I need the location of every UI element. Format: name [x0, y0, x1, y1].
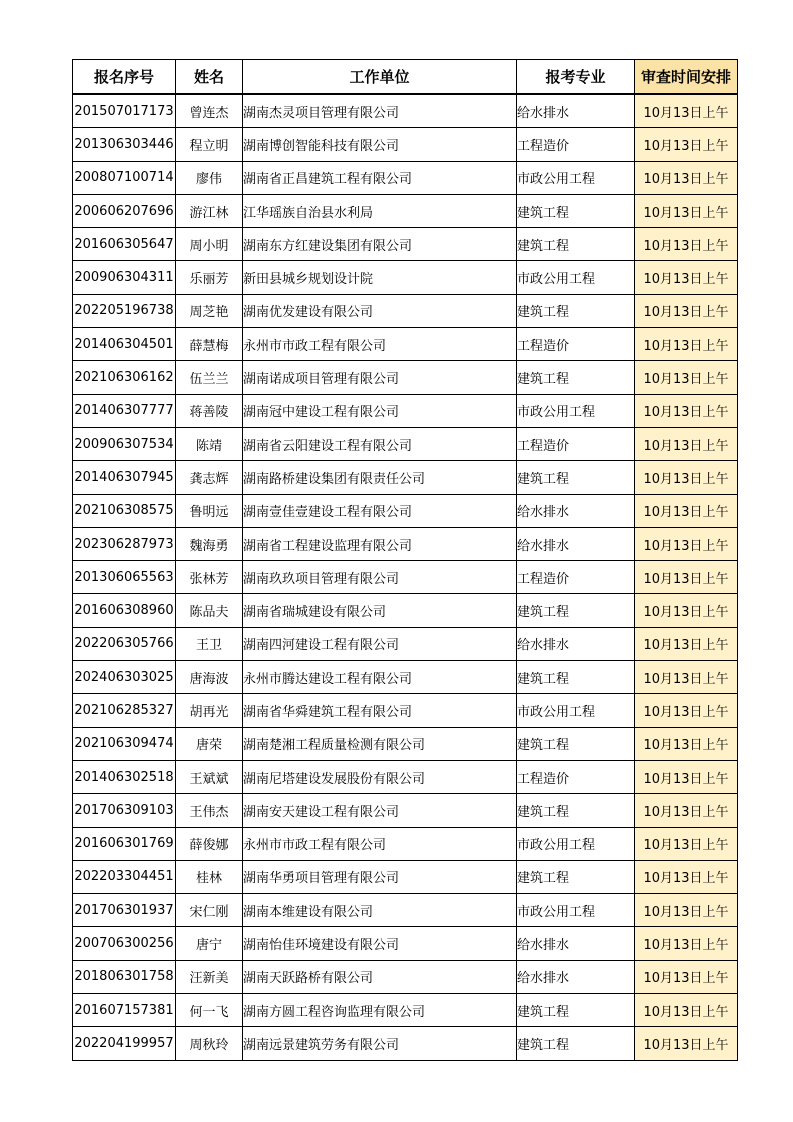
reg-no-cell: 200906304311 — [73, 261, 176, 294]
unit-cell: 湖南玖玖项目管理有限公司 — [243, 561, 517, 594]
reg-no-cell: 201806301758 — [73, 960, 176, 993]
unit-cell: 湖南华勇项目管理有限公司 — [243, 860, 517, 893]
unit-cell: 湖南路桥建设集团有限责任公司 — [243, 461, 517, 494]
unit-cell: 湖南天跃路桥有限公司 — [243, 960, 517, 993]
schedule-cell: 10月13日上午 — [635, 594, 738, 627]
roster-table — [72, 59, 738, 1061]
table-row — [73, 727, 738, 760]
schedule-cell: 10月13日上午 — [635, 328, 738, 361]
unit-cell: 湖南诺成项目管理有限公司 — [243, 361, 517, 394]
table-row — [73, 94, 738, 128]
name-cell: 廖伟 — [176, 161, 243, 194]
unit-cell: 湖南优发建设有限公司 — [243, 294, 517, 327]
reg-no-cell: 201507017173 — [73, 94, 176, 128]
header-schedule: 审查时间安排 — [635, 60, 738, 95]
major-cell: 市政公用工程 — [517, 161, 635, 194]
schedule-cell: 10月13日上午 — [635, 294, 738, 327]
name-cell: 王伟杰 — [176, 794, 243, 827]
reg-no-cell: 202203304451 — [73, 860, 176, 893]
unit-cell: 湖南楚湘工程质量检测有限公司 — [243, 727, 517, 760]
major-cell: 市政公用工程 — [517, 694, 635, 727]
name-cell: 鲁明远 — [176, 494, 243, 527]
name-cell: 王斌斌 — [176, 760, 243, 793]
name-cell: 周小明 — [176, 228, 243, 261]
name-cell: 王卫 — [176, 627, 243, 660]
unit-cell: 湖南省华舜建筑工程有限公司 — [243, 694, 517, 727]
schedule-cell: 10月13日上午 — [635, 461, 738, 494]
name-cell: 程立明 — [176, 128, 243, 161]
major-cell: 工程造价 — [517, 128, 635, 161]
schedule-cell: 10月13日上午 — [635, 994, 738, 1027]
name-cell: 伍兰兰 — [176, 361, 243, 394]
schedule-cell: 10月13日上午 — [635, 161, 738, 194]
table-row — [73, 328, 738, 361]
unit-cell: 湖南方圆工程咨询监理有限公司 — [243, 994, 517, 1027]
reg-no-cell: 201406304501 — [73, 328, 176, 361]
name-cell: 蒋善陵 — [176, 394, 243, 427]
major-cell: 建筑工程 — [517, 594, 635, 627]
major-cell: 给水排水 — [517, 927, 635, 960]
major-cell: 市政公用工程 — [517, 827, 635, 860]
name-cell: 唐宁 — [176, 927, 243, 960]
major-cell: 给水排水 — [517, 960, 635, 993]
name-cell: 宋仁刚 — [176, 894, 243, 927]
reg-no-cell: 201607157381 — [73, 994, 176, 1027]
table-row — [73, 794, 738, 827]
major-cell: 建筑工程 — [517, 461, 635, 494]
schedule-cell: 10月13日上午 — [635, 927, 738, 960]
table-row — [73, 894, 738, 927]
table-row — [73, 527, 738, 560]
name-cell: 游江林 — [176, 194, 243, 227]
table-row — [73, 294, 738, 327]
name-cell: 桂林 — [176, 860, 243, 893]
table-row — [73, 860, 738, 893]
schedule-cell: 10月13日上午 — [635, 194, 738, 227]
unit-cell: 湖南安天建设工程有限公司 — [243, 794, 517, 827]
table-row — [73, 1027, 738, 1060]
name-cell: 唐荣 — [176, 727, 243, 760]
unit-cell: 湖南东方红建设集团有限公司 — [243, 228, 517, 261]
table-row — [73, 760, 738, 793]
reg-no-cell: 201606301769 — [73, 827, 176, 860]
unit-cell: 湖南四河建设工程有限公司 — [243, 627, 517, 660]
schedule-cell: 10月13日上午 — [635, 561, 738, 594]
major-cell: 建筑工程 — [517, 794, 635, 827]
schedule-cell: 10月13日上午 — [635, 960, 738, 993]
major-cell: 建筑工程 — [517, 194, 635, 227]
schedule-cell: 10月13日上午 — [635, 661, 738, 694]
name-cell: 胡再光 — [176, 694, 243, 727]
table-row — [73, 927, 738, 960]
name-cell: 唐海波 — [176, 661, 243, 694]
schedule-cell: 10月13日上午 — [635, 494, 738, 527]
major-cell: 市政公用工程 — [517, 394, 635, 427]
name-cell: 曾连杰 — [176, 94, 243, 128]
unit-cell: 湖南本维建设有限公司 — [243, 894, 517, 927]
reg-no-cell: 201306065563 — [73, 561, 176, 594]
unit-cell: 永州市腾达建设工程有限公司 — [243, 661, 517, 694]
header-unit: 工作单位 — [243, 60, 517, 95]
name-cell: 汪新美 — [176, 960, 243, 993]
schedule-cell: 10月13日上午 — [635, 627, 738, 660]
table-row — [73, 427, 738, 460]
major-cell: 建筑工程 — [517, 361, 635, 394]
table-row — [73, 128, 738, 161]
reg-no-cell: 201706301937 — [73, 894, 176, 927]
header-reg-no: 报名序号 — [73, 60, 176, 95]
reg-no-cell: 200606207696 — [73, 194, 176, 227]
name-cell: 薛慧梅 — [176, 328, 243, 361]
unit-cell: 湖南省工程建设监理有限公司 — [243, 527, 517, 560]
reg-no-cell: 202306287973 — [73, 527, 176, 560]
header-major: 报考专业 — [517, 60, 635, 95]
schedule-cell: 10月13日上午 — [635, 1027, 738, 1060]
name-cell: 陈靖 — [176, 427, 243, 460]
name-cell: 周芝艳 — [176, 294, 243, 327]
major-cell: 建筑工程 — [517, 228, 635, 261]
major-cell: 市政公用工程 — [517, 894, 635, 927]
reg-no-cell: 201606305647 — [73, 228, 176, 261]
major-cell: 市政公用工程 — [517, 261, 635, 294]
major-cell: 给水排水 — [517, 627, 635, 660]
header-row — [73, 60, 738, 95]
name-cell: 乐丽芳 — [176, 261, 243, 294]
major-cell: 给水排水 — [517, 94, 635, 128]
table-row — [73, 561, 738, 594]
major-cell: 工程造价 — [517, 427, 635, 460]
unit-cell: 湖南尼塔建设发展股份有限公司 — [243, 760, 517, 793]
unit-cell: 湖南杰灵项目管理有限公司 — [243, 94, 517, 128]
major-cell: 建筑工程 — [517, 994, 635, 1027]
reg-no-cell: 202205196738 — [73, 294, 176, 327]
major-cell: 给水排水 — [517, 527, 635, 560]
reg-no-cell: 200906307534 — [73, 427, 176, 460]
unit-cell: 湖南远景建筑劳务有限公司 — [243, 1027, 517, 1060]
major-cell: 建筑工程 — [517, 661, 635, 694]
schedule-cell: 10月13日上午 — [635, 427, 738, 460]
name-cell: 魏海勇 — [176, 527, 243, 560]
schedule-cell: 10月13日上午 — [635, 894, 738, 927]
reg-no-cell: 202406303025 — [73, 661, 176, 694]
reg-no-cell: 201306303446 — [73, 128, 176, 161]
schedule-cell: 10月13日上午 — [635, 760, 738, 793]
table-row — [73, 261, 738, 294]
unit-cell: 湖南冠中建设工程有限公司 — [243, 394, 517, 427]
table-row — [73, 228, 738, 261]
table-body — [73, 94, 738, 1060]
schedule-cell: 10月13日上午 — [635, 261, 738, 294]
schedule-cell: 10月13日上午 — [635, 361, 738, 394]
major-cell: 给水排水 — [517, 494, 635, 527]
schedule-cell: 10月13日上午 — [635, 128, 738, 161]
reg-no-cell: 200706300256 — [73, 927, 176, 960]
schedule-cell: 10月13日上午 — [635, 527, 738, 560]
table-row — [73, 994, 738, 1027]
reg-no-cell: 201406307945 — [73, 461, 176, 494]
major-cell: 工程造价 — [517, 760, 635, 793]
name-cell: 薛俊娜 — [176, 827, 243, 860]
reg-no-cell: 201706309103 — [73, 794, 176, 827]
unit-cell: 湖南博创智能科技有限公司 — [243, 128, 517, 161]
table-row — [73, 194, 738, 227]
reg-no-cell: 202206305766 — [73, 627, 176, 660]
reg-no-cell: 202106309474 — [73, 727, 176, 760]
schedule-cell: 10月13日上午 — [635, 694, 738, 727]
reg-no-cell: 201406302518 — [73, 760, 176, 793]
header-name: 姓名 — [176, 60, 243, 95]
name-cell: 龚志辉 — [176, 461, 243, 494]
schedule-cell: 10月13日上午 — [635, 827, 738, 860]
unit-cell: 湖南省瑞城建设有限公司 — [243, 594, 517, 627]
table-row — [73, 694, 738, 727]
table-row — [73, 960, 738, 993]
schedule-cell: 10月13日上午 — [635, 228, 738, 261]
major-cell: 建筑工程 — [517, 1027, 635, 1060]
major-cell: 工程造价 — [517, 328, 635, 361]
reg-no-cell: 202106285327 — [73, 694, 176, 727]
unit-cell: 江华瑶族自治县水利局 — [243, 194, 517, 227]
major-cell: 建筑工程 — [517, 727, 635, 760]
schedule-cell: 10月13日上午 — [635, 860, 738, 893]
table-row — [73, 594, 738, 627]
major-cell: 工程造价 — [517, 561, 635, 594]
table-row — [73, 461, 738, 494]
name-cell: 周秋玲 — [176, 1027, 243, 1060]
unit-cell: 永州市市政工程有限公司 — [243, 827, 517, 860]
unit-cell: 湖南省云阳建设工程有限公司 — [243, 427, 517, 460]
table-row — [73, 494, 738, 527]
table-header — [73, 60, 738, 95]
schedule-cell: 10月13日上午 — [635, 794, 738, 827]
unit-cell: 永州市市政工程有限公司 — [243, 328, 517, 361]
unit-cell: 湖南壹佳壹建设工程有限公司 — [243, 494, 517, 527]
major-cell: 建筑工程 — [517, 294, 635, 327]
reg-no-cell: 202106308575 — [73, 494, 176, 527]
unit-cell: 湖南怡佳环境建设有限公司 — [243, 927, 517, 960]
reg-no-cell: 201406307777 — [73, 394, 176, 427]
unit-cell: 新田县城乡规划设计院 — [243, 261, 517, 294]
table-row — [73, 394, 738, 427]
schedule-cell: 10月13日上午 — [635, 94, 738, 128]
name-cell: 陈品夫 — [176, 594, 243, 627]
reg-no-cell: 202204199957 — [73, 1027, 176, 1060]
reg-no-cell: 200807100714 — [73, 161, 176, 194]
reg-no-cell: 202106306162 — [73, 361, 176, 394]
table-row — [73, 627, 738, 660]
name-cell: 何一飞 — [176, 994, 243, 1027]
table-row — [73, 361, 738, 394]
table-row — [73, 661, 738, 694]
schedule-cell: 10月13日上午 — [635, 727, 738, 760]
name-cell: 张林芳 — [176, 561, 243, 594]
table-row — [73, 161, 738, 194]
unit-cell: 湖南省正昌建筑工程有限公司 — [243, 161, 517, 194]
major-cell: 建筑工程 — [517, 860, 635, 893]
reg-no-cell: 201606308960 — [73, 594, 176, 627]
table-row — [73, 827, 738, 860]
schedule-cell: 10月13日上午 — [635, 394, 738, 427]
